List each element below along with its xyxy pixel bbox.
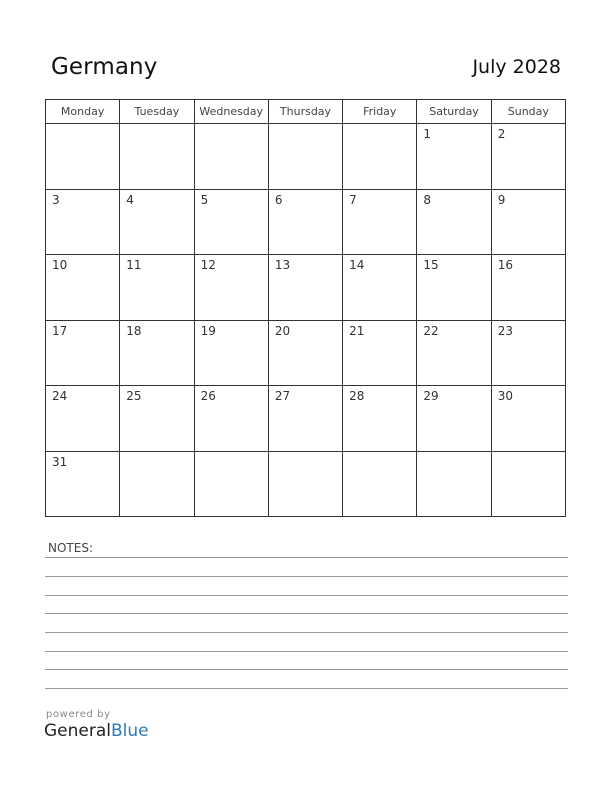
weekday-thursday: Thursday bbox=[268, 100, 342, 124]
day-cell bbox=[268, 124, 342, 190]
day-number: 11 bbox=[126, 258, 142, 272]
day-number bbox=[417, 452, 490, 455]
calendar-grid bbox=[45, 99, 566, 517]
brand-name-blue: Blue bbox=[111, 721, 149, 741]
day-cell bbox=[491, 386, 565, 452]
weekday-friday: Friday bbox=[343, 100, 417, 124]
week-row bbox=[46, 451, 566, 517]
week-row bbox=[46, 386, 566, 452]
day-cell bbox=[343, 124, 417, 190]
day-number bbox=[343, 124, 416, 127]
day-cell bbox=[194, 124, 268, 190]
day-number: 15 bbox=[423, 258, 439, 272]
day-cell bbox=[417, 386, 491, 452]
day-number: 19 bbox=[200, 323, 216, 338]
day-number: 28 bbox=[349, 389, 365, 403]
day-cell bbox=[343, 320, 417, 386]
notes-line bbox=[45, 651, 568, 652]
day-number: 30 bbox=[497, 389, 513, 403]
brand-name-general: General bbox=[44, 721, 111, 741]
day-number: 27 bbox=[274, 389, 291, 403]
day-cell bbox=[268, 320, 342, 386]
day-cell bbox=[343, 386, 417, 452]
country-title: Germany bbox=[51, 54, 158, 80]
day-number: 25 bbox=[126, 389, 142, 403]
day-number: 6 bbox=[274, 192, 283, 207]
day-cell bbox=[268, 451, 342, 517]
day-cell bbox=[417, 124, 491, 190]
day-cell bbox=[491, 255, 565, 321]
day-cell bbox=[343, 451, 417, 517]
day-cell bbox=[46, 386, 120, 452]
day-number: 21 bbox=[349, 323, 365, 338]
day-cell bbox=[268, 189, 342, 255]
day-cell bbox=[417, 320, 491, 386]
day-cell bbox=[417, 255, 491, 321]
notes-line bbox=[45, 557, 568, 558]
day-cell bbox=[194, 255, 268, 321]
day-number bbox=[195, 124, 268, 127]
day-cell bbox=[46, 189, 120, 255]
day-number: 31 bbox=[52, 454, 68, 469]
notes-label: NOTES: bbox=[48, 541, 93, 555]
weekday-tuesday: Tuesday bbox=[120, 100, 194, 124]
week-row bbox=[46, 320, 566, 386]
day-number: 3 bbox=[52, 192, 60, 207]
day-cell bbox=[194, 451, 268, 517]
day-cell bbox=[343, 255, 417, 321]
day-number: 10 bbox=[52, 258, 68, 272]
weekday-header-row bbox=[46, 100, 566, 124]
day-cell bbox=[120, 320, 194, 386]
day-number: 29 bbox=[423, 389, 439, 403]
day-number: 13 bbox=[274, 258, 291, 272]
day-number: 5 bbox=[200, 192, 209, 207]
day-cell bbox=[491, 124, 565, 190]
day-cell bbox=[268, 386, 342, 452]
day-number: 8 bbox=[423, 192, 432, 207]
day-number: 4 bbox=[126, 192, 134, 207]
brand-logo bbox=[44, 721, 149, 741]
day-cell bbox=[491, 189, 565, 255]
notes-line bbox=[45, 669, 568, 670]
day-number bbox=[269, 124, 342, 127]
day-cell bbox=[268, 255, 342, 321]
powered-by-text: powered by bbox=[46, 709, 111, 720]
day-number: 16 bbox=[497, 258, 513, 272]
day-number bbox=[269, 452, 342, 455]
day-cell bbox=[46, 255, 120, 321]
weekday-sunday: Sunday bbox=[491, 100, 565, 124]
week-row bbox=[46, 124, 566, 190]
day-cell bbox=[46, 320, 120, 386]
day-cell bbox=[343, 189, 417, 255]
day-cell bbox=[46, 124, 120, 190]
day-number bbox=[195, 452, 268, 455]
day-cell bbox=[120, 451, 194, 517]
day-number: 12 bbox=[200, 258, 216, 272]
notes-line bbox=[45, 576, 568, 577]
day-cell bbox=[417, 189, 491, 255]
day-number bbox=[120, 124, 193, 127]
weekday-wednesday: Wednesday bbox=[194, 100, 268, 124]
notes-line bbox=[45, 632, 568, 633]
day-number bbox=[343, 452, 416, 455]
week-row bbox=[46, 189, 566, 255]
notes-line bbox=[45, 613, 568, 614]
week-row bbox=[46, 255, 566, 321]
day-cell bbox=[120, 386, 194, 452]
day-number: 17 bbox=[52, 323, 68, 338]
day-number: 1 bbox=[423, 127, 432, 141]
weekday-saturday: Saturday bbox=[417, 100, 491, 124]
day-number: 20 bbox=[274, 323, 291, 338]
day-number: 23 bbox=[497, 323, 513, 338]
day-number bbox=[46, 124, 119, 127]
day-cell bbox=[491, 451, 565, 517]
day-number: 26 bbox=[200, 389, 216, 403]
day-cell bbox=[194, 320, 268, 386]
day-cell bbox=[194, 386, 268, 452]
day-number bbox=[120, 452, 193, 455]
day-cell bbox=[120, 189, 194, 255]
weekday-monday: Monday bbox=[46, 100, 120, 124]
day-cell bbox=[417, 451, 491, 517]
day-cell bbox=[120, 255, 194, 321]
day-cell bbox=[120, 124, 194, 190]
day-number: 2 bbox=[497, 127, 506, 141]
month-year-title: July 2028 bbox=[472, 56, 561, 78]
day-number bbox=[492, 452, 565, 455]
day-number: 7 bbox=[349, 192, 357, 207]
day-cell bbox=[194, 189, 268, 255]
day-number: 14 bbox=[349, 258, 365, 272]
day-number: 9 bbox=[497, 192, 506, 207]
day-number: 24 bbox=[52, 389, 68, 403]
notes-line bbox=[45, 688, 568, 689]
day-cell bbox=[46, 451, 120, 517]
day-number: 18 bbox=[126, 323, 142, 338]
notes-line bbox=[45, 595, 568, 596]
day-cell bbox=[491, 320, 565, 386]
day-number: 22 bbox=[423, 323, 439, 338]
